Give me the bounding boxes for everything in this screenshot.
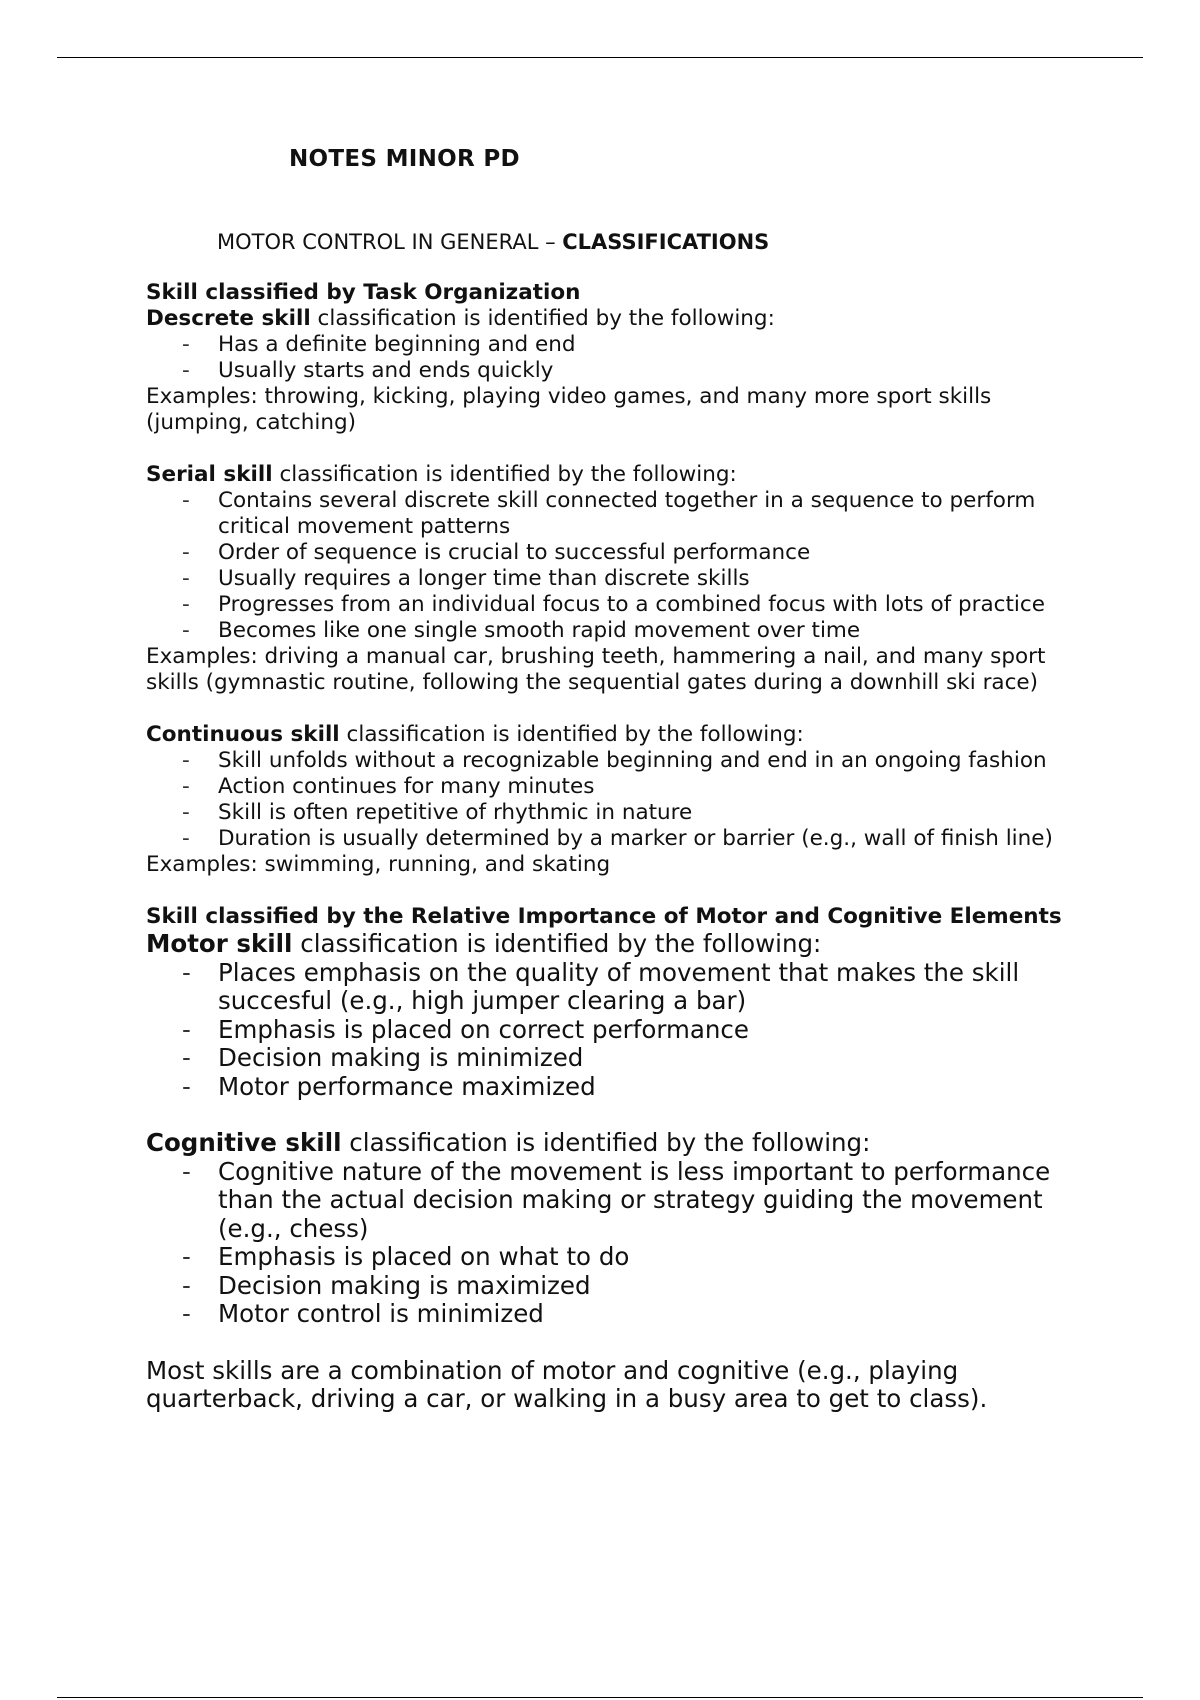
list-item (182, 592, 1066, 618)
list-item-text: Cognitive nature of the movement is less important to performance than the actual decision making or strategy guiding the movement (e.g., chess) (218, 1156, 1051, 1243)
discrete-intro (146, 306, 1066, 332)
list-item (182, 358, 1066, 384)
list-item-text: Action continues for many minutes (218, 774, 595, 799)
bullet-dash: - (182, 826, 190, 851)
list-item (182, 488, 1066, 540)
list-item-text: Progresses from an individual focus to a combined focus with lots of practice (218, 592, 1045, 617)
document-body (146, 280, 1066, 1414)
list-item-text: Skill is often repetitive of rhythmic in nature (218, 800, 693, 825)
list-item-text: Decision making is maximized (218, 1270, 591, 1300)
section-task-organization (146, 280, 1066, 930)
list-item-text: Has a definite beginning and end (218, 332, 576, 357)
motor-intro (146, 930, 1066, 959)
bullet-dash: - (182, 566, 190, 591)
list-item-text: Motor performance maximized (218, 1071, 596, 1101)
bullet-dash: - (182, 592, 190, 617)
bullet-dash: - (182, 1270, 191, 1300)
motor-skill-name: Motor skill (146, 929, 293, 958)
list-item-text: Usually starts and ends quickly (218, 358, 554, 383)
list-item-text: Contains several discrete skill connected together in a sequence to perform critical movement patterns (218, 488, 1036, 539)
bottom-rule (57, 1697, 1143, 1698)
list-item (182, 1071, 1066, 1102)
list-item (182, 1156, 1066, 1244)
top-rule (57, 57, 1143, 58)
cognitive-intro (146, 1129, 1066, 1158)
serial-examples: Examples: driving a manual car, brushing teeth, hammering a nail, and many sport skills (gymnastic routine, following the sequential gates during a downhill ski race) (146, 644, 1046, 695)
list-item-text: Becomes like one single smooth rapid movement over time (218, 618, 861, 643)
bullet-dash: - (182, 800, 190, 825)
bullet-dash: - (182, 1071, 191, 1101)
list-item (182, 748, 1066, 774)
continuous-intro (146, 722, 1066, 748)
list-item (182, 1043, 1066, 1073)
list-item-text: Emphasis is placed on what to do (218, 1242, 630, 1271)
cognitive-bullet-list (146, 1158, 1066, 1329)
list-item-text: Motor control is minimized (218, 1299, 544, 1328)
continuous-examples: Examples: swimming, running, and skating (146, 852, 611, 877)
bullet-dash: - (182, 1043, 191, 1072)
summary-paragraph: Most skills are a combination of motor and cognitive (e.g., playing quarterback, driving a car, or walking in a busy area to get to class). (146, 1355, 988, 1413)
cognitive-skill-name: Cognitive skill (146, 1128, 342, 1157)
page-subtitle (217, 230, 769, 254)
continuous-intro-text: classification is identified by the following: (339, 722, 804, 747)
discrete-intro-text: classification is identified by the following: (310, 306, 775, 331)
section-heading: Skill classified by the Relative Importance of Motor and Cognitive Elements (146, 904, 1062, 929)
bullet-dash: - (182, 957, 191, 987)
list-item (182, 1014, 1066, 1045)
bullet-dash: - (182, 1242, 191, 1271)
motor-intro-text: classification is identified by the following: (292, 929, 822, 958)
continuous-skill-name: Continuous skill (146, 722, 340, 747)
cognitive-intro-text: classification is identified by the following: (341, 1128, 871, 1157)
list-item-text: Usually requires a longer time than discrete skills (218, 566, 750, 591)
list-item (182, 826, 1066, 852)
serial-skill-name: Serial skill (146, 462, 273, 487)
discrete-bullet-list (146, 332, 1066, 384)
list-item (182, 566, 1066, 592)
list-item (182, 1242, 1066, 1272)
bullet-dash: - (182, 540, 190, 565)
subtitle-prefix: MOTOR CONTROL IN GENERAL – (217, 230, 563, 254)
list-item-text: Duration is usually determined by a marker or barrier (e.g., wall of finish line) (218, 826, 1053, 851)
list-item-text: Skill unfolds without a recognizable beginning and end in an ongoing fashion (218, 748, 1047, 773)
spacer (146, 878, 1066, 904)
discrete-skill-name: Descrete skill (146, 306, 311, 331)
page-title: NOTES MINOR PD (289, 146, 520, 172)
bullet-dash: - (182, 332, 190, 357)
bullet-dash: - (182, 774, 190, 799)
bullet-dash: - (182, 1299, 191, 1328)
list-item (182, 774, 1066, 800)
list-item (182, 957, 1066, 1016)
list-item (182, 1299, 1066, 1329)
bullet-dash: - (182, 618, 190, 643)
bullet-dash: - (182, 748, 190, 773)
bullet-dash: - (182, 1014, 191, 1044)
list-item (182, 800, 1066, 826)
serial-intro (146, 462, 1066, 488)
continuous-bullet-list (146, 748, 1066, 852)
section-motor-cognitive (146, 930, 1066, 1414)
bullet-dash: - (182, 488, 190, 513)
motor-bullet-list (146, 959, 1066, 1102)
subtitle-bold: CLASSIFICATIONS (562, 230, 770, 254)
spacer (146, 1101, 1066, 1129)
list-item-text: Places emphasis on the quality of movement that makes the skill succesful (e.g., high jumper clearing a bar) (218, 957, 1020, 1015)
list-item (182, 332, 1066, 358)
discrete-examples: Examples: throwing, kicking, playing video games, and many more sport skills (jumping, catching) (146, 384, 992, 435)
bullet-dash: - (182, 358, 190, 383)
spacer (146, 436, 1066, 462)
bullet-dash: - (182, 1156, 191, 1186)
serial-bullet-list (146, 488, 1066, 644)
list-item (182, 1270, 1066, 1301)
list-item-text: Emphasis is placed on correct performance (218, 1014, 749, 1044)
list-item (182, 618, 1066, 644)
list-item (182, 540, 1066, 566)
serial-intro-text: classification is identified by the following: (272, 462, 737, 487)
list-item-text: Decision making is minimized (218, 1043, 584, 1072)
spacer (146, 696, 1066, 722)
spacer (146, 1329, 1066, 1357)
list-item-text: Order of sequence is crucial to successful performance (218, 540, 811, 565)
section-heading: Skill classified by Task Organization (146, 280, 581, 305)
